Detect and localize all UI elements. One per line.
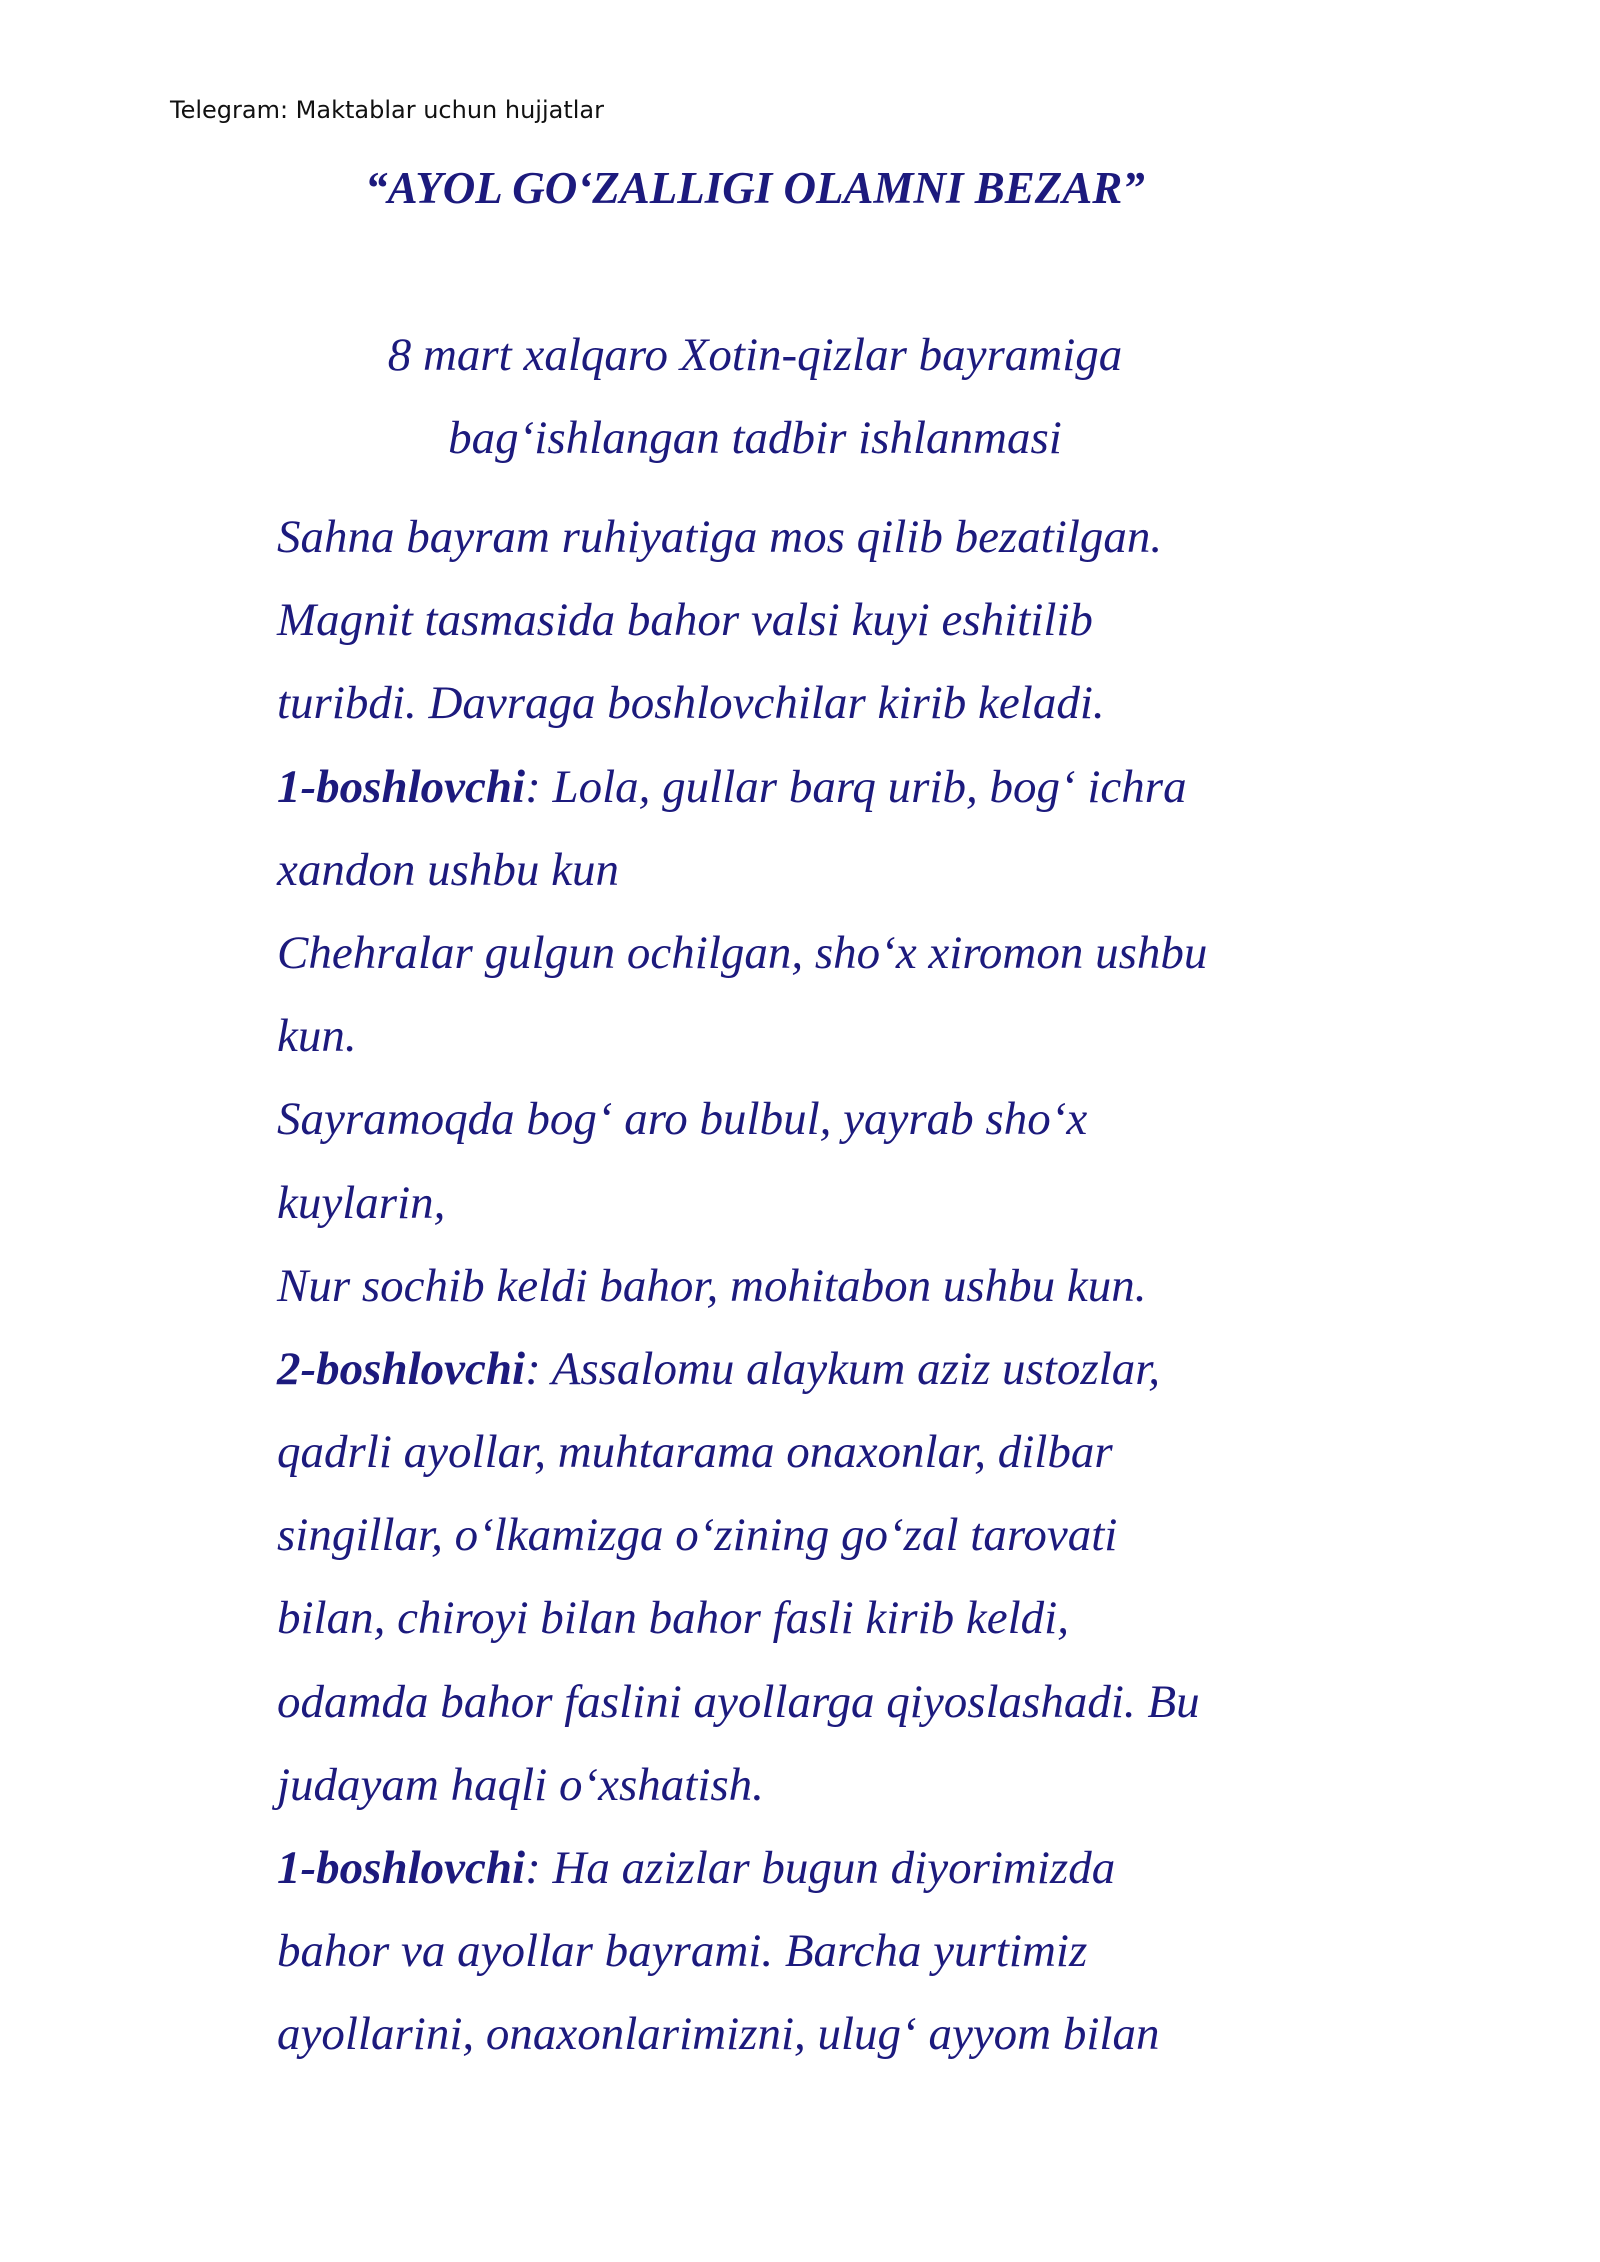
line-text: qadrli ayollar, muhtarama onaxonlar, dilbar xyxy=(277,1426,1113,1479)
line-text: Magnit tasmasida bahor valsi kuyi eshitilib xyxy=(277,594,1093,647)
body-line xyxy=(277,1577,1337,1660)
body-line xyxy=(277,746,1337,829)
body-text xyxy=(277,496,1337,2077)
body-line xyxy=(277,1411,1337,1494)
speaker-label: 1-boshlovchi xyxy=(277,1842,526,1894)
line-text: turibdi. Davraga boshlovchilar kirib keladi. xyxy=(277,677,1105,730)
body-line xyxy=(277,995,1337,1078)
body-line xyxy=(277,1661,1337,1744)
body-line xyxy=(277,662,1337,745)
line-text: Chehralar gulgun ochilgan, sho‘x xiromon ushbu xyxy=(277,926,1208,979)
document-title: “AYOL GO‘ZALLIGI OLAMNI BEZAR” xyxy=(365,163,1145,213)
speaker-label: 2-boshlovchi xyxy=(277,1342,526,1395)
line-text: : Assalomu alaykum aziz ustozlar, xyxy=(525,1342,1161,1395)
body-line xyxy=(277,1245,1337,1328)
body-line xyxy=(277,1827,1337,1910)
body-line xyxy=(277,1078,1337,1161)
line-text: kuylarin, xyxy=(277,1176,446,1229)
line-text: odamda bahor faslini ayollarga qiyoslashadi. Bu xyxy=(277,1675,1200,1728)
body-line xyxy=(277,1494,1337,1577)
line-text: judayam haqli o‘xshatish. xyxy=(277,1758,764,1811)
line-text: bilan, chiroyi bilan bahor fasli kirib keldi, xyxy=(277,1592,1069,1645)
body-line xyxy=(277,496,1337,579)
body-line xyxy=(277,1993,1337,2076)
body-line xyxy=(277,1328,1337,1411)
body-line xyxy=(277,912,1337,995)
line-text: ayollarini, onaxonlarimizni, ulug‘ ayyom bilan xyxy=(277,2008,1160,2061)
subtitle-line-1: 8 mart xalqaro Xotin-qizlar bayramiga xyxy=(387,329,1123,381)
body-line xyxy=(277,1910,1337,1993)
line-text: : Ha azizlar bugun diyorimizda xyxy=(525,1842,1116,1894)
speaker-label: 1-boshlovchi xyxy=(277,760,526,813)
line-text: Nur sochib keldi bahor, mohitabon ushbu kun. xyxy=(277,1259,1147,1312)
line-text: bahor va ayollar bayrami. Barcha yurtimiz xyxy=(277,1925,1088,1978)
header-note: Telegram: Maktablar uchun hujjatlar xyxy=(170,96,605,124)
line-text: Sahna bayram ruhiyatiga mos qilib bezatilgan. xyxy=(277,511,1163,563)
line-text: singillar, o‘lkamizga o‘zining go‘zal tarovati xyxy=(277,1509,1118,1562)
line-text: : Lola, gullar barq urib, bog‘ ichra xyxy=(525,760,1187,813)
subtitle-line-2: bag‘ishlangan tadbir ishlanmasi xyxy=(448,412,1062,464)
line-text: xandon ushbu kun xyxy=(277,843,620,896)
body-line xyxy=(277,1744,1337,1827)
body-line xyxy=(277,1162,1337,1245)
body-line xyxy=(277,579,1337,662)
body-line xyxy=(277,829,1337,912)
line-text: Sayramoqda bog‘ aro bulbul, yayrab sho‘x xyxy=(277,1093,1088,1146)
line-text: kun. xyxy=(277,1010,357,1063)
